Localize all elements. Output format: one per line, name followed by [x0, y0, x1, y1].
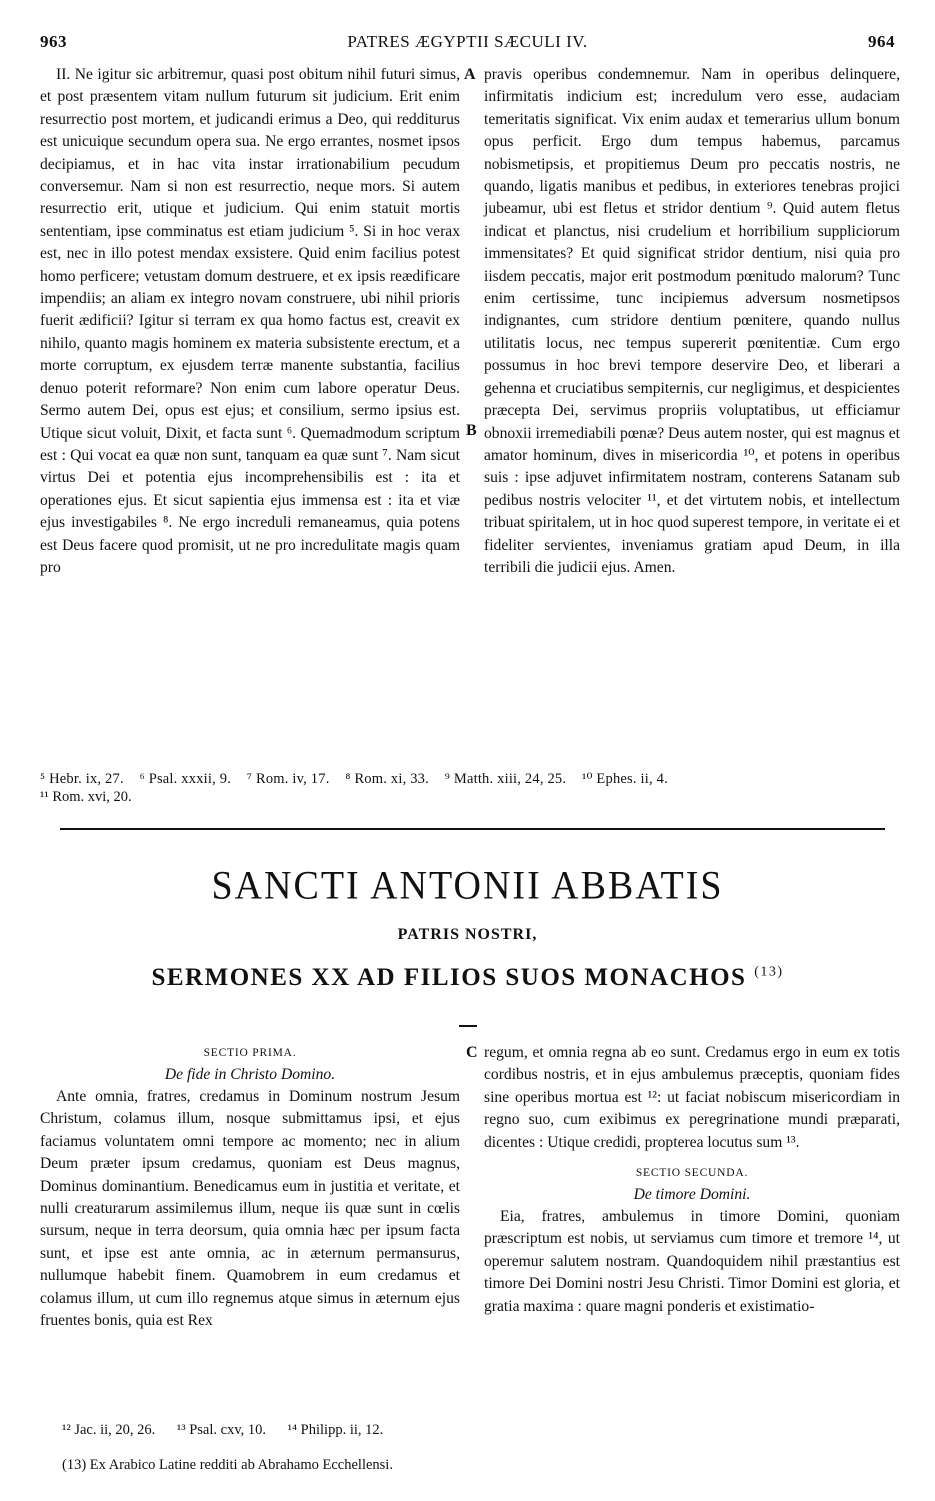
footnote-5: ⁵ Hebr. ix, 27. [40, 771, 124, 787]
work-title: SANCTI ANTONII ABBATIS [211, 863, 724, 909]
footnote-7: ⁷ Rom. iv, 17. [246, 771, 330, 787]
section-1-continuation: regum, et omnia regna ab eo sunt. Credamus ergo in eum ex totis cordibus nostris, et in ejus ambulemus præceptis, quoniam fides sine operibus mortua est ¹²: ut faciat nobiscum misericordiam in regno suo, cum exibimus ex peregrinatione mundi præparati, dicentes : Utique credidi, propterea locutus sum ¹³. [484, 1044, 900, 1151]
footnotes-lower [62, 1422, 862, 1439]
footnote-10: ¹⁰ Ephes. ii, 4. [582, 771, 668, 787]
section-1-title: De fide in Christo Domino. [164, 1066, 336, 1083]
footnotes-upper [40, 770, 900, 806]
footnote-8: ⁸ Rom. xi, 33. [345, 771, 429, 787]
column-lower-right [484, 1042, 900, 1402]
page-number-right: 964 [868, 32, 895, 51]
margin-marker-b: B [466, 422, 477, 439]
footnote-9: ⁹ Matth. xiii, 24, 25. [444, 771, 567, 787]
section-1-heading: SECTIO PRIMA. [203, 1047, 297, 1059]
column-lower-left [40, 1042, 460, 1402]
column-upper-right [484, 64, 900, 764]
page-number-left: 963 [40, 32, 67, 51]
margin-marker-c: C [466, 1044, 478, 1061]
paragraph-judgment: pravis operibus condemnemur. Nam in operibus delinquere, infirmitatis indicium est; incredulum vero esse, audaciam temeritatis significat. Vix enim audax et temerarius ullum bonum opus perficit. Ergo dum tempus habemus, parcamus nobismetipsis, et propitiemus Deum pro peccatis nostris, ne quando, ligatis manibus et pedibus, in exteriores tenebras projici jubeamur, ubi est fletus et stridor dentium ⁹. Quid autem fletus indicat et planctus, nisi crudelium et horribilium suppliciorum immensitates? Et quid significat stridor dentium, nisi quia pro iisdem peccatis, major erit postmodum pœnitudo malorum? Tunc enim certissime, tunc incipiemus adversum nosmetipsos indignantes, cum stridore dentium pœnitere, quando nullus utilitatis locus, nec tempus supererit pœnitentiæ. Cum ergo possumus in hoc brevi tempore deservire Deo, et liberari a gehenna et cruciatibus sempiternis, cur negligimus, et despicientes præcepta Dei, servimus propriis voluptatibus, ut efficiamur obnoxii irremediabili pœnæ? Deus autem noster, qui est magnus et amator hominum, dives in misericordia ¹⁰, et potens in operibus suis : ipse adjuvet infirmitatem nostram, conterens Satanam sub pedibus nostris velociter ¹¹, et det virtutem nobis, et intellectum tribuat spiritalem, ut in hoc quod superest tempore, in veritate ei et fideliter servientes, inveniamus gratiam apud Deum, in illa terribili die judicii ejus. Amen. [484, 66, 900, 576]
section-2-heading: SECTIO SECUNDA. [635, 1167, 749, 1180]
work-heading [0, 964, 935, 992]
paragraph-resurrection: II. Ne igitur sic arbitremur, quasi post obitum nihil futuri simus, et post præsentem vitam nullum futurum sit judicium. Erit enim resurrectio post mortem, et judicandi erimus a Deo, qui redditurus est unicuique secundum opera sua. Ne ergo errantes, nosmet ipsos decipiamus, et in hac vita instar irrationabilium pecudum conversemur. Nam si non est resurrectio, neque mors. Si autem resurrectio erit, utique et judicium. Qui enim statuit mortis sententiam, ipse comminatus est etiam judicium ⁵. Si in hoc verax est, nec in illo potest mendax exsistere. Quid enim facilius potest homo perficere; vetustam domum destruere, et ex ipsis reædificare impendiis; an aliam ex integro novam construere, ubi nihil prioris fuerit ædificii? Igitur si terram ex qua homo factus est, creavit ex nihilo, quanto magis hominem ex materia subsistente erectum, et a morte corruptum, ex ejusdem terræ manente substantia, facilius denuo poterit reformare? Non enim cum labore operatur Deus. Sermo autem Dei, opus est ejus; et consilium, sermo ipsius est. Utique sicut voluit, Dixit, et facta sunt ⁶. Quemadmodum scriptum est : Qui vocat ea quæ non sunt, tanquam ea quæ sunt ⁷. Nam sicut virtus Dei et potentia ejus incomprehensibilis est : ita et operationes ejus. Et sicut sapientia ejus immensa est : ita et viæ ejus investigabiles ⁸. Ne ergo increduli remaneamus, quia potens est Deus facere quod promisit, ut ne pro incredulitate magis quam pro [40, 66, 460, 576]
work-heading-text: SERMONES XX AD FILIOS SUOS MONACHOS [151, 964, 747, 991]
footnote-11: ¹¹ Rom. xvi, 20. [40, 789, 132, 805]
section-2-title: De timore Domini. [633, 1186, 751, 1204]
running-head-title: PATRES ÆGYPTII SÆCULI IV. [347, 32, 588, 51]
section-1-paragraph: Ante omnia, fratres, credamus in Dominum nostrum Jesum Christum, colamus illum, nosque submittamus ipsi, et ejus faciamus voluntatem omni tempore ac momento; nec in alium Deum præter ipsum credamus, quoniam est Deus magnus, Dominus dominantium. Benedicamus eum in justitia et veritate, et nulli creaturarum assimilemus illum, neque iis quæ sunt in cœlis sursum, neque in terra deorsum, quia omnia hæc per ipsum facta sunt, et ipse est ante omnia, ac in æternum permansurus, nullumque habebit finem. Quamobrem in eum credamus et colamus illum, ut cum illo regnemus atque simus in æternum ejus fruentes bonis, quia est Rex [40, 1088, 460, 1330]
short-divider [459, 1025, 477, 1027]
footnote-14: ¹⁴ Philipp. ii, 12. [287, 1422, 384, 1438]
column-upper-left [40, 64, 460, 764]
footnote-6: ⁶ Psal. xxxii, 9. [139, 771, 232, 787]
section-2-paragraph: Eia, fratres, ambulemus in timore Domini, quoniam præscriptum est nobis, ut serviamus cum timore et tremore ¹⁴, ut operemur salutem nostram. Quandoquidem nihil præstantius est timore Dei Domini nostri Jesu Christi. Timor Domini est gloria, et gratia maxima : quare magni ponderis et existimatio- [484, 1208, 900, 1315]
margin-marker-a: A [464, 66, 476, 83]
footnote-13: ¹³ Psal. cxv, 10. [176, 1422, 267, 1438]
work-subtitle: PATRIS NOSTRI, [397, 926, 538, 943]
running-head [40, 32, 895, 56]
work-heading-note: (13) [754, 964, 784, 980]
source-note: (13) Ex Arabico Latine redditi ab Abrahamo Ecchellensi. [62, 1457, 393, 1473]
footnote-12: ¹² Jac. ii, 20, 26. [62, 1422, 156, 1438]
section-divider [60, 828, 885, 830]
